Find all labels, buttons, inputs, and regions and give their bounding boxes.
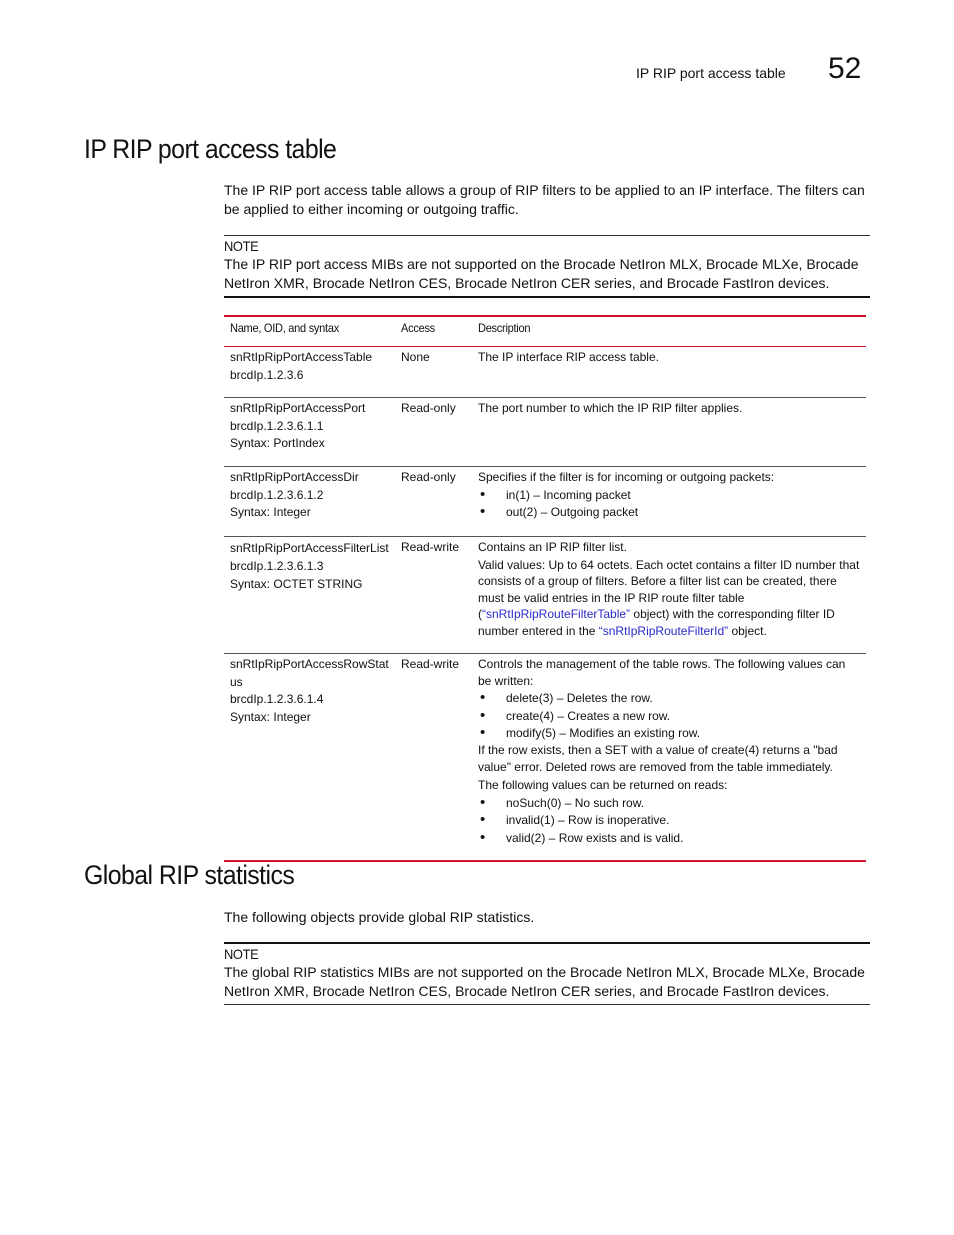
note-title: NOTE (224, 946, 259, 962)
object-oid: brcdIp.1.2.3.6.1.2 (230, 487, 324, 502)
object-oid: brcdIp.1.2.3.6.1.3 (230, 559, 324, 573)
table-row (224, 536, 866, 653)
object-syntax: Syntax: Integer (230, 709, 311, 724)
section-intro: The IP RIP port access table allows a group of RIP filters to be applied to an IP interface. The filters can be applied to either incoming or outgoing traffic. (224, 182, 865, 217)
object-oid: brcdIp.1.2.3.6 (230, 367, 304, 382)
bullet-item: • invalid(1) – Row is inoperative. (478, 812, 860, 829)
object-access: None (401, 350, 430, 364)
bullet-item: • out(2) – Outgoing packet (478, 504, 860, 522)
note-bottom-rule (224, 296, 870, 298)
note-title: NOTE (224, 238, 259, 254)
table-row (224, 397, 866, 466)
section-heading-rip-port-access: IP RIP port access table (84, 134, 337, 164)
object-description: The IP interface RIP access table. (478, 350, 659, 364)
object-description-detail: The following values can be returned on reads: (478, 777, 728, 792)
object-access: Read-write (401, 540, 460, 554)
object-name: snRtIpRipPortAccessPort (230, 401, 366, 415)
table-row (224, 653, 866, 860)
object-oid: brcdIp.1.2.3.6.1.1 (230, 418, 324, 433)
object-syntax: Syntax: Integer (230, 505, 311, 519)
note-box (224, 235, 870, 298)
object-access: Read-write (401, 657, 460, 671)
object-description-detail (478, 557, 860, 640)
object-oid: brcdIp.1.2.3.6.1.4 (230, 692, 324, 706)
bullet-item: • modify(5) – Modifies an existing row. (478, 725, 860, 742)
detail-text: Valid values: Up to 64 octets. Each octet contains a filter ID number that consists of a group of filters. Before a filter list can be created, there must be valid entries in the IP RIP route filter table ( (478, 557, 860, 622)
chapter-number: 52 (828, 52, 862, 85)
detail-text: object. (728, 623, 767, 638)
table-header-row (224, 317, 866, 346)
section-heading-global-rip-statistics: Global RIP statistics (84, 860, 295, 890)
bullet-item: • create(4) – Creates a new row. (478, 708, 860, 725)
col-header-access: Access (401, 321, 435, 335)
col-header-name: Name, OID, and syntax (230, 321, 339, 335)
note-text: The global RIP statistics MIBs are not supported on the Brocade NetIron MLX, Brocade MLXe, Brocade NetIron XMR, Brocade NetIron CES, Brocade NetIron CER series, and Brocade FastIron devices. (224, 964, 865, 999)
table-bottom-rule (224, 860, 866, 862)
object-access: Read-only (401, 470, 456, 484)
object-syntax: Syntax: PortIndex (230, 436, 325, 450)
note-top-rule (224, 942, 870, 944)
object-description: Controls the management of the table rows. The following values can be written: (478, 657, 846, 688)
table-body (224, 347, 866, 860)
note-box (224, 942, 870, 1005)
object-name: snRtIpRipPortAccessRowStat (230, 657, 389, 671)
bullet-item: • delete(3) – Deletes the row. (478, 690, 860, 707)
running-header-title: IP RIP port access table (636, 65, 786, 81)
object-name: snRtIpRipPortAccessFilterList (230, 541, 389, 555)
object-description: Specifies if the filter is for incoming or outgoing packets: (478, 470, 775, 484)
object-description: Contains an IP RIP filter list. (478, 540, 627, 554)
bullet-item: • noSuch(0) – No such row. (478, 795, 860, 812)
xref-link-route-filter-table[interactable]: “snRtIpRipRouteFilterTable” (482, 607, 631, 622)
bullet-item: • valid(2) – Row exists and is valid. (478, 830, 860, 847)
table-row (224, 347, 866, 397)
object-name-continued: us (230, 674, 243, 689)
detail-text: object) with the corresponding filter ID number entered in the (478, 607, 835, 638)
object-description-detail: If the row exists, then a SET with a value of create(4) returns a "bad value" error. Deleted rows are removed from the table immediately. (478, 743, 838, 774)
object-name: snRtIpRipPortAccessDir (230, 470, 359, 484)
note-top-rule (224, 235, 870, 236)
col-header-description: Description (478, 321, 531, 335)
mib-table (224, 315, 866, 862)
table-row (224, 466, 866, 536)
xref-link-route-filter-id[interactable]: “snRtIpRipRouteFilterId” (598, 623, 729, 638)
object-name: snRtIpRipPortAccessTable (230, 350, 373, 364)
bullet-item: • in(1) – Incoming packet (478, 487, 860, 505)
object-description: The port number to which the IP RIP filter applies. (478, 401, 743, 415)
section-intro: The following objects provide global RIP statistics. (224, 909, 535, 925)
object-access: Read-only (401, 401, 456, 415)
object-syntax: Syntax: OCTET STRING (230, 577, 363, 591)
note-bottom-rule (224, 1004, 870, 1005)
note-text: The IP RIP port access MIBs are not supported on the Brocade NetIron MLX, Brocade MLXe, Brocade NetIron XMR, Brocade NetIron CES, Brocade NetIron CER series, and Brocade FastIron devices. (224, 256, 859, 291)
